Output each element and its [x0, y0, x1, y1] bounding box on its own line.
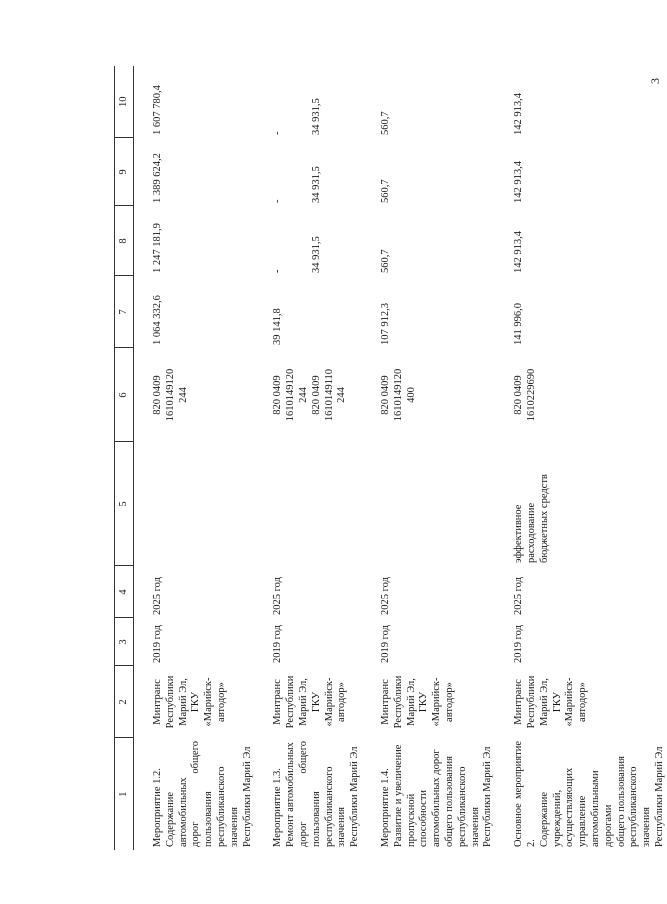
- amount-col8-cell: - 34 931,5: [272, 236, 323, 273]
- executor-cell: Минтранс Республики Марий Эл, ГКУ «Марийск- автодор»: [513, 675, 589, 729]
- amount-col8-cell: 560,7: [379, 249, 391, 273]
- measure-name-cell: Основное мероприятие 2. Содержание учреждений, осуществляющих управление автомобильными дорогами общего пользования республиканского значения Республики Марий Эл: [513, 741, 665, 847]
- budget-table-sheet: [114, 66, 665, 850]
- amount-col9-cell: 560,7: [379, 179, 391, 203]
- amount-col9-cell: 142 913,4: [513, 161, 525, 203]
- end-year-cell: 2025 год: [152, 577, 163, 615]
- measure-name-cell: Мероприятие 1.2. Содержание автомобильных дорог общего пользования республиканского значения Республики Марий Эл: [152, 741, 253, 847]
- result-cell: [380, 442, 495, 566]
- header-cell-7: 7: [115, 276, 134, 348]
- executor-cell: Минтранс Республики Марий Эл, ГКУ «Марийск- автодор»: [152, 675, 227, 729]
- start-year-cell: 2019 год: [272, 625, 284, 663]
- amount-col7-cell: 107 912,3: [379, 303, 391, 345]
- executor-cell: Минтранс Республики Марий Эл, ГКУ «Марийск- автодор»: [272, 675, 348, 729]
- end-year-cell: 2025 год: [272, 577, 284, 615]
- result-cell: [272, 442, 362, 566]
- header-cell-5: 5: [115, 442, 134, 566]
- amount-col10-cell: 142 913,4: [513, 93, 525, 135]
- amount-col10-cell: 560,7: [379, 111, 391, 135]
- budget-code-cell: 820 0409 1610149120 244 820 0409 1610149110 244: [272, 368, 348, 422]
- start-year-cell: 2019 год: [152, 625, 163, 663]
- header-cell-8: 8: [115, 206, 134, 276]
- header-cell-1: 1: [115, 738, 134, 850]
- amount-col7-cell: 141 996,0: [513, 303, 525, 345]
- measure-name-cell: Мероприятие 1.3. Ремонт автомобильных дорог общего пользования республиканского значения Республики Марий Эл: [272, 741, 361, 847]
- budget-table: [114, 66, 667, 850]
- amount-col10-cell: - 34 931,5: [272, 98, 323, 135]
- end-year-cell: 2025 год: [379, 577, 391, 615]
- table-row-measure-1-3: [272, 66, 362, 850]
- table-row-measure-1-4: [380, 66, 495, 850]
- amount-col7-cell: 1 064 332,6: [152, 295, 163, 345]
- header-row: [115, 66, 134, 850]
- amount-col8-cell: 1 247 181,9: [152, 223, 163, 273]
- header-cell-6: 6: [115, 348, 134, 442]
- header-cell-9: 9: [115, 138, 134, 206]
- table-row-measure-1-2: [152, 66, 254, 850]
- result-cell: [152, 442, 254, 566]
- amount-col8-cell: 142 913,4: [513, 231, 525, 273]
- header-cell-10: 10: [115, 66, 134, 138]
- result-cell: эффективное расходование бюджетных средств: [513, 474, 550, 563]
- start-year-cell: 2019 год: [379, 625, 391, 663]
- amount-col7-cell: 39 141,8: [272, 308, 284, 345]
- page-number: 3: [648, 78, 662, 84]
- budget-code-cell: 820 0409 1610229690: [513, 368, 537, 422]
- budget-code-cell: 820 0409 1610149120 244: [152, 368, 189, 422]
- header-cell-3: 3: [115, 618, 134, 666]
- executor-cell: Минтранс Республики Марий Эл, ГКУ «Марийск- автодор»: [379, 675, 455, 729]
- header-cell-2: 2: [115, 666, 134, 738]
- header-cell-4: 4: [115, 566, 134, 618]
- amount-col9-cell: 1 389 624,2: [152, 153, 163, 203]
- measure-name-cell: Мероприятие 1.4. Развитие и увеличение пропускной способности автомобильных дорог общего пользования республиканского значения Республики Марий Эл: [379, 744, 494, 847]
- table-row-main-measure-2: [513, 66, 667, 850]
- start-year-cell: 2019 год: [513, 625, 525, 663]
- budget-code-cell: 820 0409 1610149120 400: [379, 368, 417, 422]
- amount-col9-cell: - 34 931,5: [272, 166, 323, 203]
- end-year-cell: 2025 год: [513, 577, 525, 615]
- amount-col10-cell: 1 607 780,4: [152, 85, 163, 135]
